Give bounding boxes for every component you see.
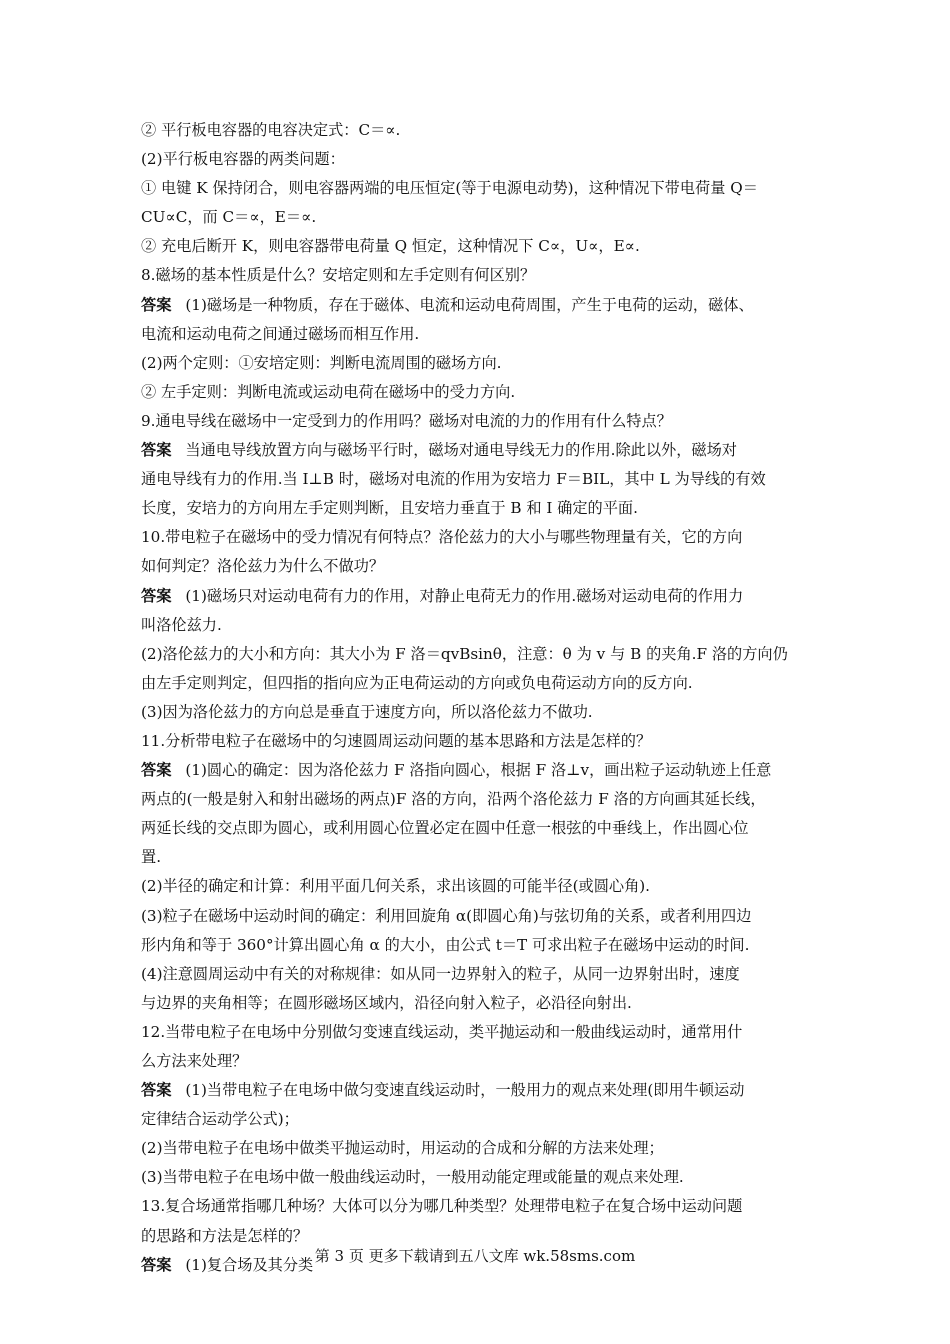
text-line [141,232,821,261]
line-text: (1)圆心的确定：因为洛伦兹力 F 洛指向圆心，根据 F 洛⊥v，画出粒子运动轨迹上任意 [185,761,772,780]
text-line [141,145,821,174]
text-line [141,814,821,843]
text-line [141,203,821,232]
line-text: (2)洛伦兹力的大小和方向：其大小为 F 洛＝qvBsinθ，注意：θ 为 v 与 B 的夹角.F 洛的方向仍 [141,644,788,663]
line-text: 与边界的夹角相等；在圆形磁场区域内，沿径向射入粒子，必沿径向射出. [141,993,632,1012]
line-text: 由左手定则判定，但四指的指向应为正电荷运动的方向或负电荷运动方向的反方向. [141,673,693,692]
text-line [141,349,821,378]
line-text: 电流和运动电荷之间通过磁场而相互作用. [141,324,420,343]
line-text: 两点的(一般是射入和射出磁场的两点)F 洛的方向，沿两个洛伦兹力 F 洛的方向画其延长线， [141,790,766,809]
text-line [141,465,821,494]
line-text: 9.通电导线在磁场中一定受到力的作用吗？磁场对电流的力的作用有什么特点？ [141,411,672,430]
line-text: 长度，安培力的方向用左手定则判断，且安培力垂直于 B 和 I 确定的平面. [141,499,638,518]
line-text: (2)平行板电容器的两类问题： [141,150,345,169]
page-footer: 第 3 页 更多下载请到五八文库 wk.58sms.com [314,1247,636,1265]
line-text: (1)当带电粒子在电场中做匀变速直线运动时，一般用力的观点来处理(即用牛顿运动 [185,1081,745,1100]
text-line [141,640,821,669]
text-line [141,931,821,960]
text-line [141,378,821,407]
line-text: (3)粒子在磁场中运动时间的确定：利用回旋角 α(即圆心角)与弦切角的关系，或者利用四边 [141,906,752,925]
text-line [141,436,821,465]
line-text: (1)磁场是一种物质，存在于磁体、电流和运动电荷周围，产生于电荷的运动，磁体、 [185,295,754,314]
text-line [141,989,821,1018]
line-text: 如何判定？洛伦兹力为什么不做功？ [141,557,384,576]
text-line [141,523,821,552]
line-text: ② 充电后断开 K，则电容器带电荷量 Q 恒定，这种情况下 C∝，U∝，E∝. [141,237,640,256]
line-text: (1)磁场只对运动电荷有力的作用，对静止电荷无力的作用.磁场对运动电荷的作用力 [185,586,744,605]
text-line [141,116,821,145]
answer-label: 答案 [141,586,172,605]
line-text: ② 左手定则：判断电流或运动电荷在磁场中的受力方向. [141,382,516,401]
line-text: (2)半径的确定和计算：利用平面几何关系，求出该圆的可能半径(或圆心角). [141,877,651,896]
text-line [141,1134,821,1163]
text-line [141,960,821,989]
line-text: 叫洛伦兹力. [141,615,222,634]
line-text: 的思路和方法是怎样的？ [141,1226,309,1245]
answer-label: 答案 [141,1081,172,1100]
text-line [141,582,821,611]
line-text: (3)因为洛伦兹力的方向总是垂直于速度方向，所以洛伦兹力不做功. [141,702,593,721]
text-line [141,756,821,785]
text-line [141,1105,821,1134]
text-line [141,1192,821,1221]
text-line [141,698,821,727]
text-line [141,1018,821,1047]
line-text: ① 电键 K 保持闭合，则电容器两端的电压恒定(等于电源电动势)，这种情况下带电荷量 Q＝ [141,179,758,198]
line-text: 当通电导线放置方向与磁场平行时，磁场对通电导线无力的作用.除此以外，磁场对 [185,441,737,460]
answer-label: 答案 [141,295,172,314]
line-text: 8.磁场的基本性质是什么？安培定则和左手定则有何区别？ [141,266,536,285]
line-text: 两延长线的交点即为圆心，或利用圆心位置必定在圆中任意一根弦的中垂线上，作出圆心位 [141,819,749,838]
text-line [141,669,821,698]
line-text: (1)复合场及其分类 [185,1255,314,1274]
line-text: 么方法来处理？ [141,1052,248,1070]
line-text: (4)注意圆周运动中有关的对称规律：如从同一边界射入的粒子，从同一边界射出时，速度 [141,964,740,983]
text-line [141,174,821,203]
line-text: 通电导线有力的作用.当 I⊥B 时，磁场对电流的作用为安培力 F＝BIL，其中 L 为导线的有效 [141,470,766,489]
text-line [141,872,821,901]
line-text: ② 平行板电容器的电容决定式：C＝∝. [141,121,401,139]
text-line [141,1076,821,1105]
text-line [141,1047,821,1076]
line-text: 11.分析带电粒子在磁场中的匀速圆周运动问题的基本思路和方法是怎样的？ [141,731,652,750]
text-line [141,407,821,436]
line-text: (2)当带电粒子在电场中做类平抛运动时，用运动的合成和分解的方法来处理； [141,1139,664,1158]
line-text: (3)当带电粒子在电场中做一般曲线运动时，一般用动能定理或能量的观点来处理. [141,1168,684,1187]
text-line [141,494,821,523]
text-line [141,611,821,640]
line-text: 10.带电粒子在磁场中的受力情况有何特点？洛伦兹力的大小与哪些物理量有关，它的方向 [141,528,743,547]
text-line [141,727,821,756]
line-text: 形内角和等于 360°计算出圆心角 α 的大小，由公式 t＝T 可求出粒子在磁场中运动的时间. [141,935,750,954]
text-line [141,261,821,290]
answer-label: 答案 [141,1255,172,1274]
line-text: 置. [141,848,162,867]
answer-label: 答案 [141,761,172,780]
line-text: 定律结合运动学公式)； [141,1110,299,1129]
text-line [141,1163,821,1192]
answer-label: 答案 [141,441,172,460]
line-text: 12.当带电粒子在电场中分别做匀变速直线运动，类平抛运动和一般曲线运动时，通常用什 [141,1022,743,1041]
text-line [141,843,821,872]
text-line [141,785,821,814]
line-text: CU∝C，而 C＝∝，E＝∝. [141,208,317,227]
text-line [141,291,821,320]
document-body [141,116,821,1280]
text-line [141,902,821,931]
line-text: 13.复合场通常指哪几种场？大体可以分为哪几种类型？处理带电粒子在复合场中运动问题 [141,1197,743,1216]
text-line [141,552,821,581]
line-text: (2)两个定则：①安培定则：判断电流周围的磁场方向. [141,353,502,372]
text-line [141,320,821,349]
